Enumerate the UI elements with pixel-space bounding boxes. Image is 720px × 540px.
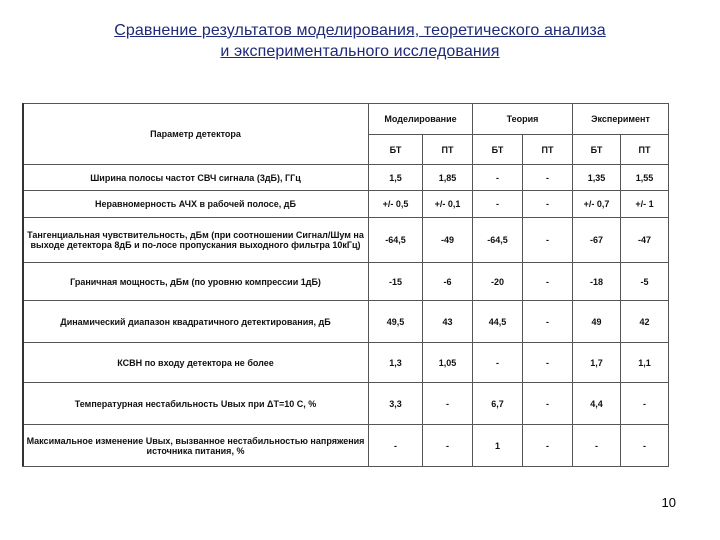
cell-value: - [423, 425, 473, 467]
comparison-table [22, 103, 669, 467]
cell-value: -64,5 [473, 218, 523, 263]
cell-value: -20 [473, 263, 523, 301]
cell-value: +/- 1 [621, 191, 669, 218]
cell-value: -64,5 [369, 218, 423, 263]
subheader-bt: БТ [369, 135, 423, 165]
group-header-modeling: Моделирование [369, 104, 473, 135]
table-row [23, 263, 669, 301]
cell-value: 49,5 [369, 301, 423, 343]
cell-value: +/- 0,7 [573, 191, 621, 218]
table-row [23, 301, 669, 343]
row-param: Температурная нестабильность Uвых при ΔT=10 С, % [23, 383, 369, 425]
cell-value: - [473, 191, 523, 218]
cell-value: -15 [369, 263, 423, 301]
cell-value: -6 [423, 263, 473, 301]
cell-value: 43 [423, 301, 473, 343]
group-header-theory: Теория [473, 104, 573, 135]
table-row [23, 165, 669, 191]
row-param: Ширина полосы частот СВЧ сигнала (3дБ), ГГц [23, 165, 369, 191]
cell-value: 1,3 [369, 343, 423, 383]
cell-value: - [423, 383, 473, 425]
slide-title-line-2: и экспериментального исследования [220, 43, 500, 60]
cell-value: -18 [573, 263, 621, 301]
cell-value: 1 [473, 425, 523, 467]
cell-value: 1,5 [369, 165, 423, 191]
cell-value: -49 [423, 218, 473, 263]
cell-value: - [523, 263, 573, 301]
cell-value: - [523, 191, 573, 218]
subheader-pt: ПТ [523, 135, 573, 165]
cell-value: +/- 0,1 [423, 191, 473, 218]
row-param: Граничная мощность, дБм (по уровню компрессии 1дБ) [23, 263, 369, 301]
cell-value: -5 [621, 263, 669, 301]
cell-value: 3,3 [369, 383, 423, 425]
cell-value: - [523, 383, 573, 425]
cell-value: - [621, 383, 669, 425]
cell-value: 1,35 [573, 165, 621, 191]
cell-value: -67 [573, 218, 621, 263]
cell-value: 1,85 [423, 165, 473, 191]
slide-title [0, 20, 720, 62]
table-row [23, 191, 669, 218]
slide-title-line-1: Сравнение результатов моделирования, теоретического анализа [114, 22, 606, 39]
table-left-border [22, 103, 24, 466]
subheader-bt: БТ [573, 135, 621, 165]
row-param: Тангенциальная чувствительность, дБм (при соотношении Сигнал/Шум на выходе детектора 8дБ и по-лосе пропускания выходного фильтра 10кГц) [23, 218, 369, 263]
cell-value: - [523, 343, 573, 383]
table-row [23, 218, 669, 263]
cell-value: 49 [573, 301, 621, 343]
cell-value: +/- 0,5 [369, 191, 423, 218]
table-row [23, 343, 669, 383]
cell-value: - [573, 425, 621, 467]
row-param: Максимальное изменение Uвых, вызванное нестабильностью напряжения источника питания, % [23, 425, 369, 467]
cell-value: 6,7 [473, 383, 523, 425]
page-number: 10 [661, 495, 676, 510]
cell-value: - [473, 165, 523, 191]
subheader-pt: ПТ [621, 135, 669, 165]
cell-value: -47 [621, 218, 669, 263]
cell-value: 4,4 [573, 383, 621, 425]
row-param: Динамический диапазон квадратичного детектирования, дБ [23, 301, 369, 343]
row-param: Неравномерность АЧХ в рабочей полосе, дБ [23, 191, 369, 218]
group-header-experiment: Эксперимент [573, 104, 669, 135]
cell-value: - [621, 425, 669, 467]
cell-value: 44,5 [473, 301, 523, 343]
cell-value: - [523, 301, 573, 343]
subheader-bt: БТ [473, 135, 523, 165]
table-row [23, 383, 669, 425]
cell-value: 42 [621, 301, 669, 343]
table-row [23, 425, 669, 467]
cell-value: - [473, 343, 523, 383]
cell-value: 1,7 [573, 343, 621, 383]
cell-value: 1,05 [423, 343, 473, 383]
row-param: КСВН по входу детектора не более [23, 343, 369, 383]
cell-value: 1,1 [621, 343, 669, 383]
cell-value: - [523, 165, 573, 191]
cell-value: - [523, 218, 573, 263]
subheader-pt: ПТ [423, 135, 473, 165]
param-header: Параметр детектора [23, 104, 369, 165]
cell-value: - [369, 425, 423, 467]
cell-value: - [523, 425, 573, 467]
cell-value: 1,55 [621, 165, 669, 191]
